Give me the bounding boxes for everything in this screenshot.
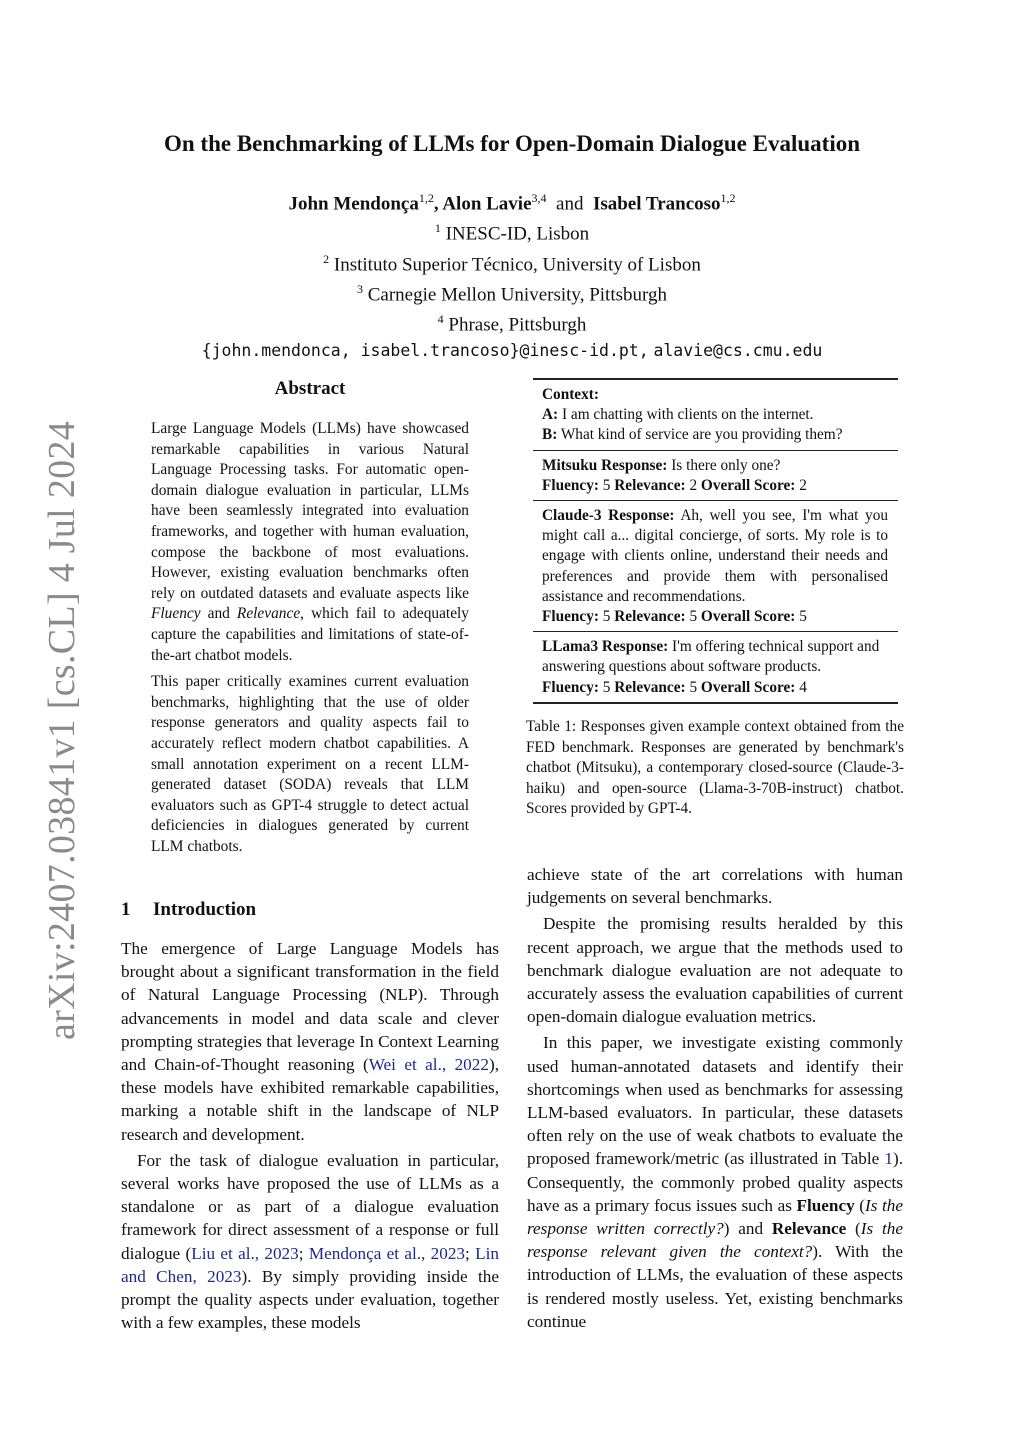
score-line: Fluency: 5 Relevance: 2 Overall Score: 2 [542,476,807,494]
left-column-body [121,937,499,1337]
table-caption: Table 1: Responses given example context obtained from the FED benchmark. Responses are generated by benchmark's chatbot (Mitsuku), a contemporary closed-source (Claude-3-haiku) and open-source (Llama-3-70B-instruct) chatbot. Scores provided by GPT-4. [526,718,904,818]
response-label: Mitsuku Response: [542,456,668,474]
affiliation-num: 1 [434,221,441,236]
body-paragraph: The emergence of Large Language Models has brought about a significant transformation in the field of Natural Language Processing (NLP). Through advancements in model and data scale and clever prompting strategies that leverage In Context Learning and Chain-of-Thought reasoning (Wei et al., 2022), these models have exhibited remarkable capabilities, marking a notable shift in the landscape of NLP research and development. [121,939,499,1144]
abstract-paragraph: This paper critically examines current evaluation benchmarks, highlighting that the use of older response generators and quality aspects fail to accurately reflect modern chatbot capabilities. A small annotation experiment on a recent LLM-generated dataset (SODA) reveals that LLM evaluators such as GPT-4 struggle to detect actual deficiencies in dialogues generated by current LLM chatbots. [151,673,469,855]
emphasis: Fluency [151,605,201,623]
affiliation-num: 2 [323,251,330,266]
section-heading-introduction [121,899,256,921]
body-paragraph: achieve state of the art correlations with human judgements on several benchmarks. [527,865,903,908]
abstract-paragraph: Large Language Models (LLMs) have showcased remarkable capabilities in various Natural Language Processing tasks. For automatic open-domain dialogue evaluation in particular, LLMs have been seamlessly integrated into evaluation frameworks, and together with human evaluation, compose the backbone of most evaluations. However, existing evaluation benchmarks often rely on outdated datasets and evaluate aspects like Fluency and Relevance, which fail to adequately capture the capabilities and limitations of state-of-the-art chatbot models. [151,420,469,664]
body-paragraph: In this paper, we investigate existing commonly used human-annotated datasets and identify their shortcomings when used as benchmarks for assessing LLM-based evaluators. In particular, these datasets often rely on the use of weak chatbots to evaluate the proposed framework/metric (as illustrated in Table 1). Consequently, the commonly probed quality aspects have as a primary focus issues such as Fluency (Is the response written correctly?) and Relevance (Is the response relevant given the context?). With the introduction of LLMs, the evaluation of these aspects is rendered mostly useless. Yet, existing benchmarks continue [527,1033,903,1331]
dialogue-turn: B: What kind of service are you providing them? [542,426,843,444]
response-label: LLama3 Response: [542,638,669,656]
response-text: Ah, well you see, I'm what you might call a... digital concierge, of sorts. My role is to engage with clients online, understand their needs and preferences and provide them with personalised assistance and recommendations. [542,507,888,605]
affiliation-text: Phrase, Pittsburgh [448,314,587,336]
author-name: Isabel Trancoso [592,193,721,215]
affiliation-line [0,216,1024,246]
right-column-body [527,863,903,1336]
citation-link[interactable]: Wei et al., 2022 [368,1055,489,1075]
emphasis: Relevance [771,1219,847,1239]
response-label: Claude-3 Response: [542,507,675,525]
section-number: 1 [121,899,131,920]
author-block [0,186,1024,363]
emphasis: Fluency [796,1195,855,1215]
author-separator: , [433,193,443,215]
author-affil-sup: 3,4 [531,191,547,205]
author-affil-sup: 1,2 [418,191,434,205]
abstract-body [151,419,469,863]
response-text: Is there only one? [671,456,781,474]
author-line [0,186,1024,216]
affiliation-text: Carnegie Mellon University, Pittsburgh [367,284,667,306]
affiliation-text: INESC-ID, Lisbon [445,223,590,245]
response-text: I'm offering technical support and answering questions about software products. [542,638,880,676]
section-title: Introduction [153,899,257,920]
table-response-cell [533,501,898,631]
email-single: alavie@cs.cmu.edu [653,340,823,360]
arxiv-stamp: arXiv:2407.03841v1 [cs.CL] 4 Jul 2024 [41,420,83,1040]
table-response-cell [533,632,898,702]
context-label: Context: [542,386,599,403]
table-context-cell [533,380,898,450]
author-separator: and [546,193,593,215]
affiliation-line [0,247,1024,277]
dialogue-turn: A: I am chatting with clients on the internet. [542,406,814,424]
affiliation-line [0,307,1024,337]
emphasis: Relevance [236,605,301,623]
table-reference-link[interactable]: 1 [884,1149,893,1169]
citation-link[interactable]: Mendonça et al., 2023 [308,1243,466,1263]
author-affil-sup: 1,2 [720,191,736,205]
emphasis: Is the response written correctly? [527,1195,903,1239]
affiliation-num: 3 [357,281,363,296]
score-line: Fluency: 5 Relevance: 5 Overall Score: 5 [542,608,807,626]
emphasis: Is the response relevant given the context? [527,1219,903,1262]
citation-link[interactable]: Lin and Chen, 2023 [121,1243,499,1286]
affiliation-num: 4 [437,312,444,327]
table-1 [533,378,898,704]
citation-link[interactable]: Liu et al., 2023 [191,1243,299,1263]
body-paragraph: Despite the promising results heralded by this recent approach, we argue that the methods used to benchmark dialogue evaluation are not adequate to accurately assess the evaluation capabilities of current open-domain dialogue evaluation metrics. [527,914,903,1027]
affiliation-line [0,277,1024,307]
email-group: {john.mendonca, isabel.trancoso}@inesc-id.pt, [201,340,649,360]
affiliation-text: Instituto Superior Técnico, University of Lisbon [333,253,701,275]
author-name: John Mendonça [288,193,419,215]
abstract-heading: Abstract [274,378,346,399]
paper-title: On the Benchmarking of LLMs for Open-Domain Dialogue Evaluation [163,131,861,156]
body-paragraph: For the task of dialogue evaluation in particular, several works have proposed the use of LLMs as a standalone or as part of a dialogue evaluation framework for direct assessment of a response or full dialogue (Liu et al., 2023; Mendonça et al., 2023; Lin and Chen, 2023). By simply providing inside the prompt the quality aspects under evaluation, together with a few examples, these models [121,1150,499,1333]
table-response-cell [533,451,898,500]
score-line: Fluency: 5 Relevance: 5 Overall Score: 4 [542,678,807,696]
email-line [0,339,1024,363]
author-name: Alon Lavie [442,193,532,215]
